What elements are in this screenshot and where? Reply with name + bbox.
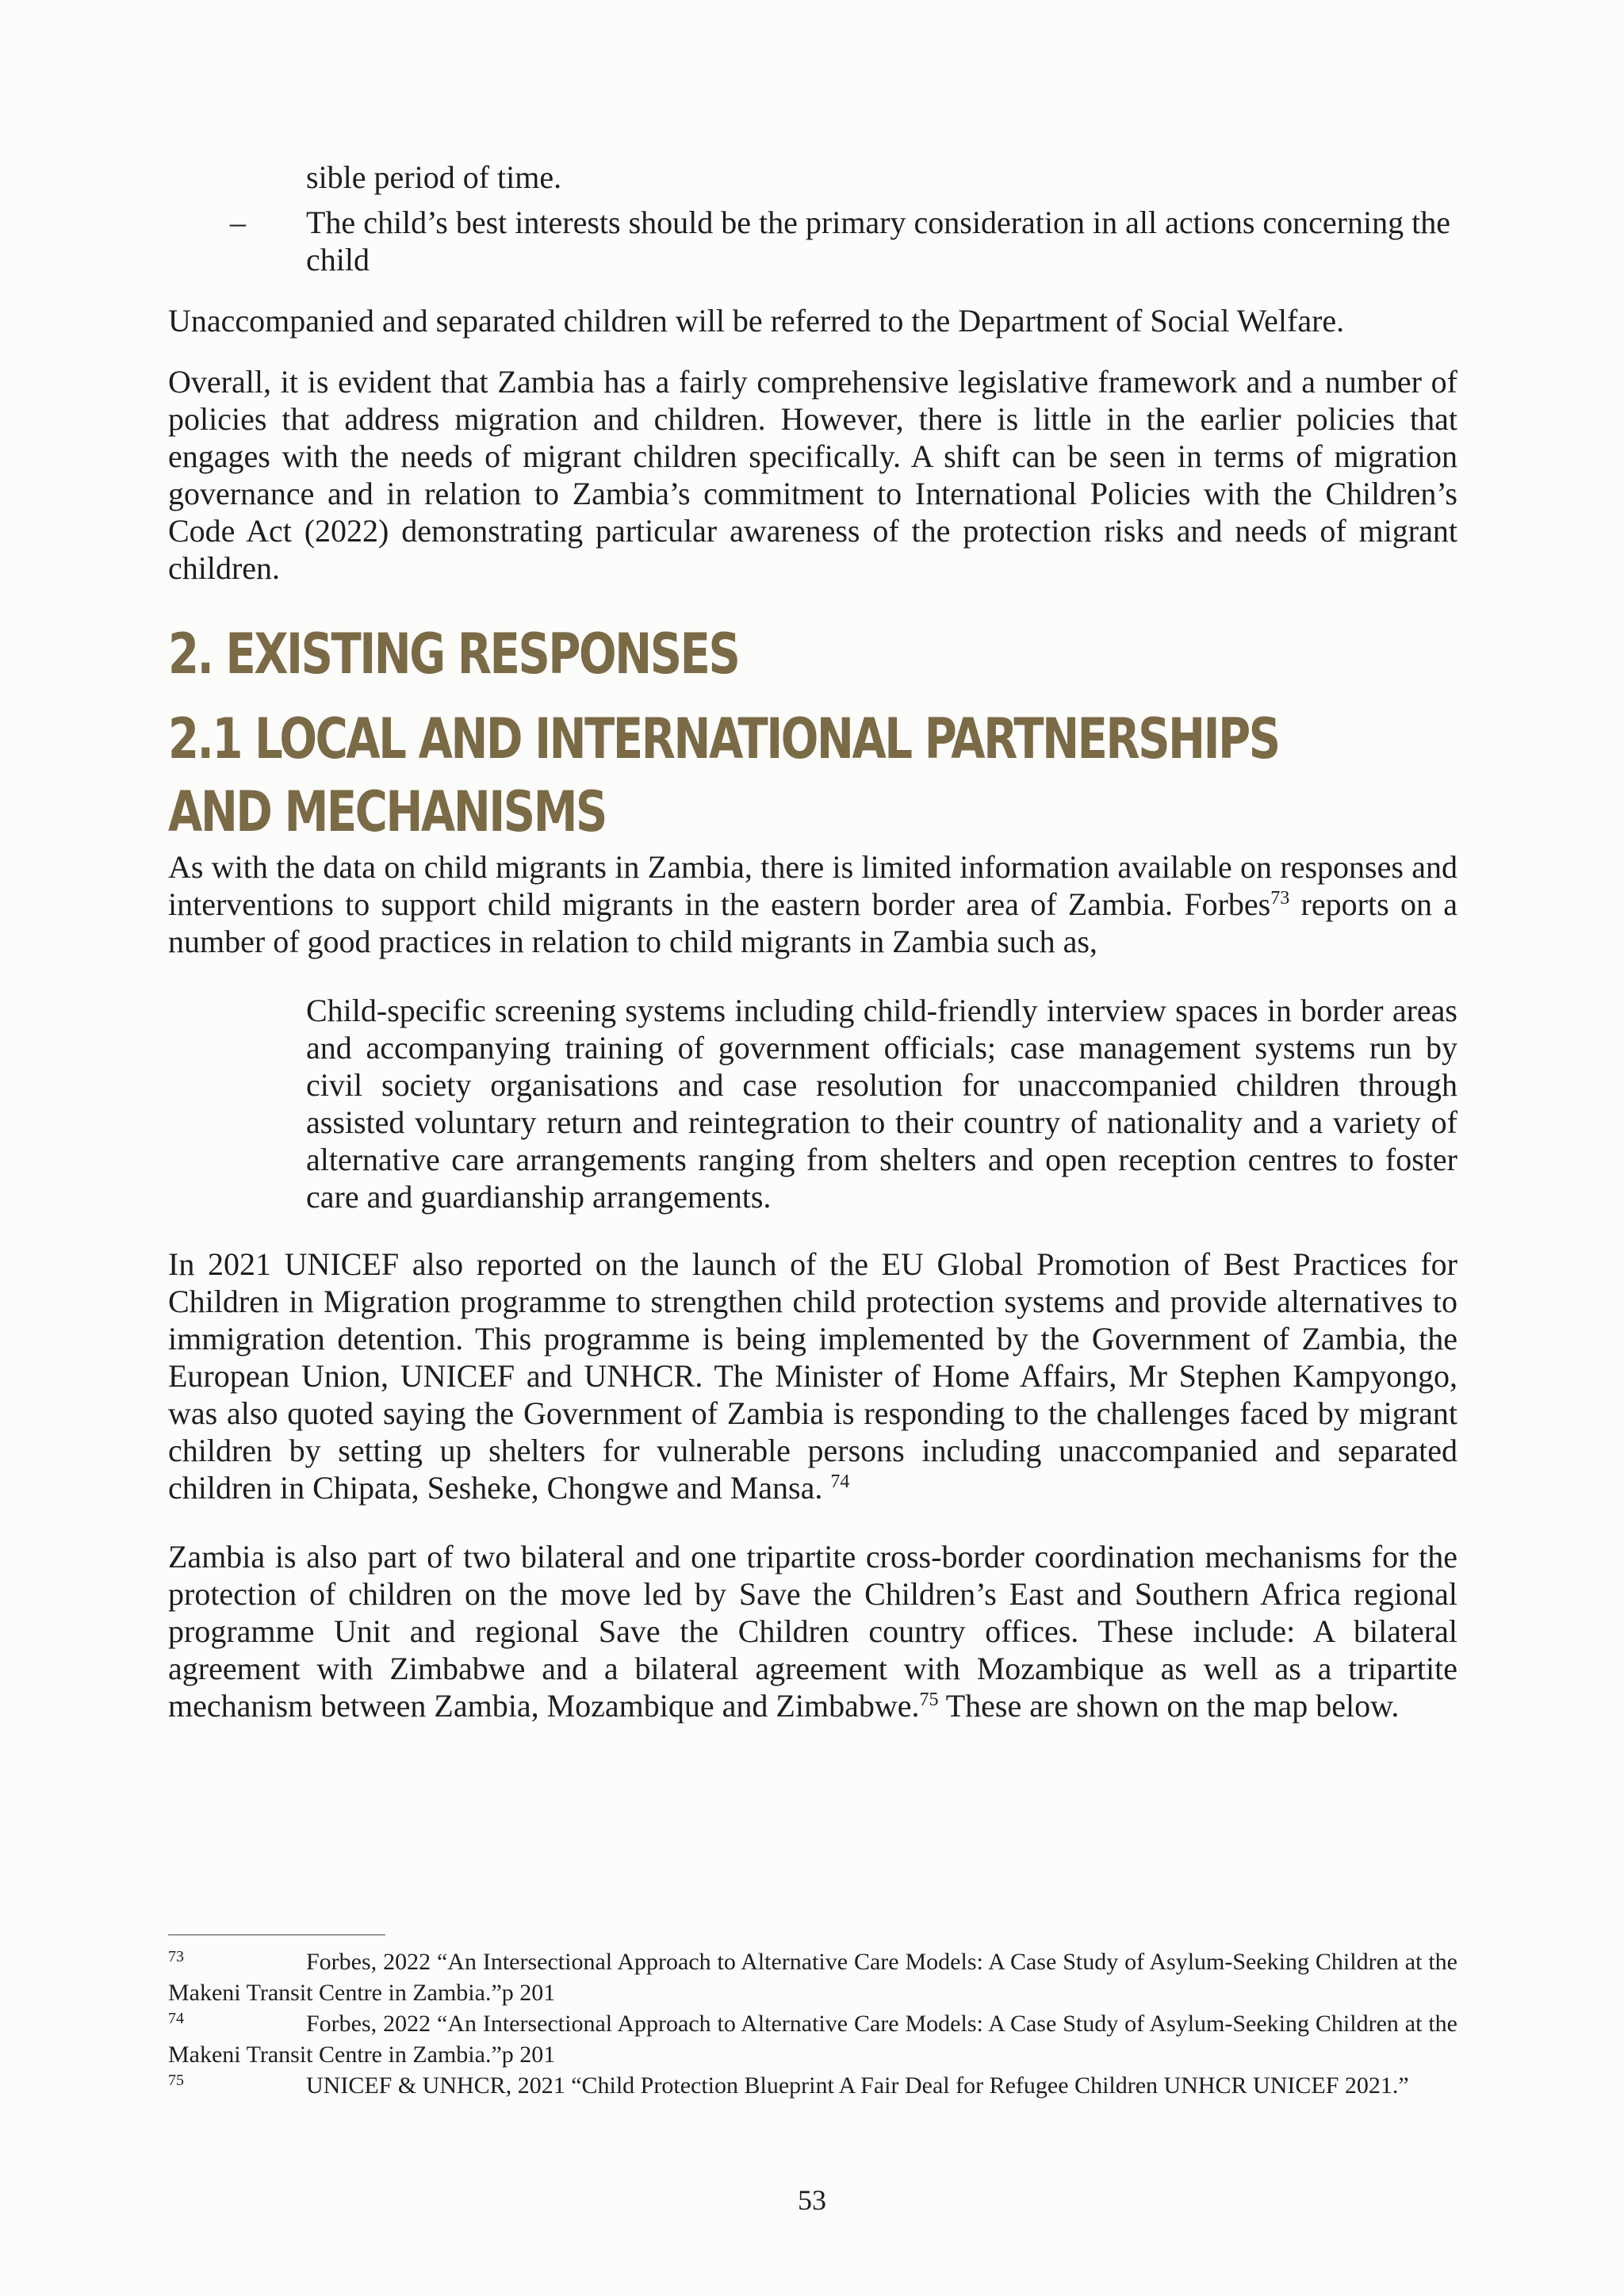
bullet-dash: – — [230, 205, 246, 240]
subsection-heading-partnerships — [168, 702, 1279, 848]
footnote-74: 74 Forbes, 2022 “An Intersectional Approach to Alternative Care Models: A Case Study of Asylum-Seeking Children at the Makeni Transit Centre in Zambia.”p 201 — [168, 2010, 1457, 2068]
paragraph-overall: Overall, it is evident that Zambia has a fairly comprehensive legislative framework and a number of policies that address migration and children. However, there is little in the earlier policies that engages with the needs of migrant children specifically. A shift can be seen in terms of migration governance and in relation to Zambia’s commitment to International Policies with the Children’s Code Act (2022) demonstrating particular awareness of the protection risks and needs of migrant children. — [168, 364, 1457, 586]
footnote-ref-75[interactable]: 75 — [919, 1689, 939, 1710]
footnote-text: Forbes, 2022 “An Intersectional Approach to Alternative Care Models: A Case Study of Asylum-Seeking Children at the Makeni Transit Centre in Zambia.”p 201 — [168, 1949, 1457, 2006]
subsection-heading-line-2: AND MECHANISMS — [168, 779, 606, 844]
footnote-text: UNICEF & UNHCR, 2021 “Child Protection Blueprint A Fair Deal for Refugee Children UNHCR UNICEF 2021.” — [306, 2072, 1409, 2099]
footnote-73: 73 Forbes, 2022 “An Intersectional Approach to Alternative Care Models: A Case Study of Asylum-Seeking Children at the Makeni Transit Centre in Zambia.”p 201 — [168, 1948, 1457, 2006]
footnote-ref-74[interactable]: 74 — [830, 1471, 850, 1492]
page-number: 53 — [798, 2184, 826, 2216]
paragraph-unicef-text: In 2021 UNICEF also reported on the launch of the EU Global Promotion of Best Practices for Children in Migration programme to strengthen child protection systems and provide alternatives to immigration detention. This programme is being implemented by the Government of Zambia, the European Union, UNICEF and UNHCR. The Minister of Home Affairs, Mr Stephen Kampyongo, was also quoted saying the Government of Zambia is responding to the challenges faced by migrant children by setting up shelters for vulnerable persons including unaccompanied and separated children in Chipata, Sesheke, Chongwe and Mansa. — [168, 1246, 1457, 1506]
footnote-divider — [168, 1934, 385, 1935]
block-quote: Child-specific screening systems including child-friendly interview spaces in border areas and accompanying training of government officials; case management systems run by civil society organisations and case resolution for unaccompanied children through assisted voluntary return and reintegration to their country of nationality and a variety of alternative care arrangements ranging from shelters and open reception centres to foster care and guardianship arrangements. — [306, 993, 1457, 1215]
bullet-item — [230, 204, 1457, 278]
paragraph-bilateral-text-end: These are shown on the map below. — [938, 1688, 1400, 1724]
paragraph-data-text-end: reports on a number of good practices in relation to child migrants in Zambia such as, — [168, 886, 1458, 959]
footnote-75: 75 UNICEF & UNHCR, 2021 “Child Protection Blueprint A Fair Deal for Refugee Children UNHCR UNICEF 2021.” — [168, 2072, 1409, 2099]
paragraph-bilateral — [168, 1538, 1457, 1724]
bullet-continuation: sible period of time. — [306, 159, 562, 195]
section-heading-existing-responses: 2. EXISTING RESPONSES — [168, 622, 739, 687]
paragraph-bilateral-text: Zambia is also part of two bilateral and one tripartite cross-border coordination mechanisms for the protection of children on the move led by Save the Children’s East and Southern Africa regional programme Unit and regional Save the Children country offices. These include: A bilateral agreement with Zimbabwe and a bilateral agreement with Mozambique as well as a tripartite mechanism between Zambia, Mozambique and Zimbabwe. — [168, 1539, 1457, 1724]
paragraph-data — [168, 848, 1457, 960]
paragraph-referral: Unaccompanied and separated children will be referred to the Department of Social Welfare. — [168, 303, 1345, 339]
footnotes — [168, 1934, 1457, 2101]
main-content — [168, 159, 1457, 1724]
bullet-text: The child’s best interests should be the primary consideration in all actions concerning the child — [306, 205, 1450, 277]
footnote-text: Forbes, 2022 “An Intersectional Approach to Alternative Care Models: A Case Study of Asylum-Seeking Children at the Makeni Transit Centre in Zambia.”p 201 — [168, 2011, 1457, 2068]
paragraph-unicef — [168, 1246, 1457, 1506]
paragraph-data-text: As with the data on child migrants in Zambia, there is limited information available on responses and interventions to support child migrants in the eastern border area of Zambia. Forbes — [168, 849, 1457, 922]
footnote-ref-73[interactable]: 73 — [1270, 888, 1290, 909]
subsection-heading-line-1: 2.1 LOCAL AND INTERNATIONAL PARTNERSHIPS — [168, 706, 1279, 771]
